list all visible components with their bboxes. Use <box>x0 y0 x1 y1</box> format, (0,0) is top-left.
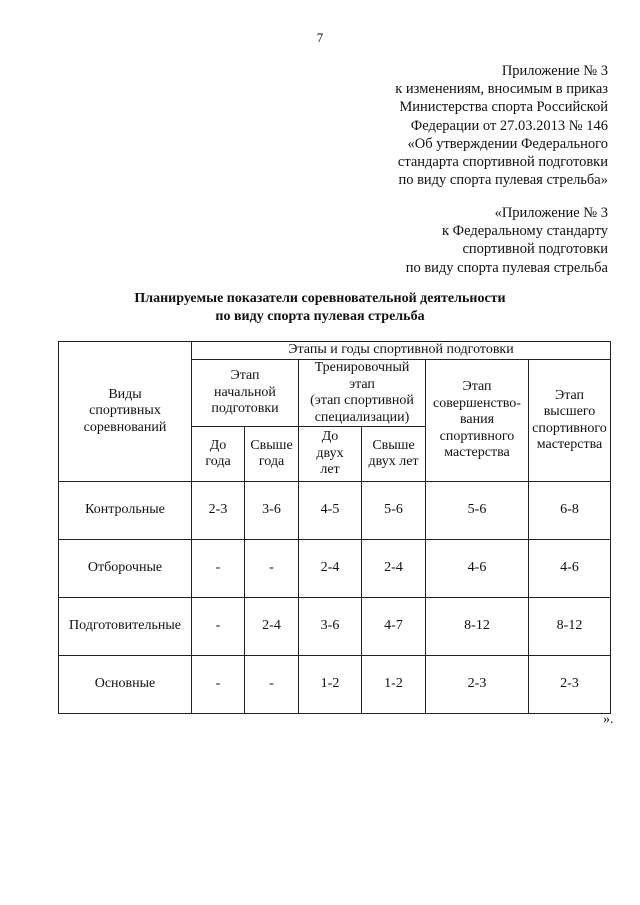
header-line: двух лет <box>368 454 419 469</box>
header-line: мастерства <box>444 445 510 461</box>
stages-group-header: Этапы и годы спортивной подготовки <box>192 342 611 360</box>
appendix-line: спортивной подготовки <box>462 241 608 258</box>
header-line: высшего <box>543 404 596 419</box>
title-line: по виду спорта пулевая стрельба <box>215 309 425 324</box>
appendix-line: Приложение № 3 <box>501 63 608 79</box>
header-line: Этап <box>462 379 492 395</box>
header-line: года <box>258 454 285 469</box>
table-cell: 6-8 <box>529 482 611 540</box>
table-cell: 4-7 <box>362 598 426 656</box>
header-line: Этап <box>554 387 585 403</box>
appendix-line: Министерства спорта Российской <box>399 99 608 116</box>
table-cell: 2-4 <box>299 540 362 598</box>
header-line: года <box>205 454 231 469</box>
table-cell: - <box>245 540 299 598</box>
appendix-line: к Федеральному стандарту <box>441 223 608 240</box>
header-line: Тренировочный <box>314 360 410 375</box>
table-cell: 4-5 <box>299 482 362 540</box>
appendix-line: Федерации от 27.03.2013 № 146 <box>410 117 608 134</box>
header-line: начальной <box>214 384 276 400</box>
header-line: мастерства <box>536 437 603 452</box>
header-line: двух <box>316 445 344 461</box>
table-cell: - <box>192 598 245 656</box>
table-cell: - <box>192 540 245 598</box>
page-number: 7 <box>316 30 324 45</box>
competition-indicators-table <box>58 341 611 714</box>
table-row <box>59 656 611 714</box>
table-row <box>59 482 611 540</box>
header-line: вания <box>459 412 495 428</box>
header-line: совершенство- <box>433 395 521 411</box>
appendix-header-standard <box>406 204 608 277</box>
table-cell: 1-2 <box>299 656 362 714</box>
document-title <box>0 290 640 326</box>
table-cell: 2-4 <box>245 598 299 656</box>
table-cell: 2-3 <box>529 656 611 714</box>
header-line: Свыше <box>372 437 415 453</box>
closing-quote-mark: ». <box>603 712 614 727</box>
header-line: спортивного <box>532 420 607 436</box>
training-over-two-years-header <box>362 427 426 482</box>
table-cell: 2-4 <box>362 540 426 598</box>
header-line: Свыше <box>250 437 293 453</box>
training-upto-two-years-header <box>299 427 362 482</box>
stage-training-header <box>299 360 426 427</box>
title-line: Планируемые показатели соревновательной деятельности <box>134 291 506 306</box>
header-line: спортивного <box>439 428 515 444</box>
table-cell: 5-6 <box>362 482 426 540</box>
stage-highest-header <box>529 360 611 482</box>
appendix-line: по виду спорта пулевая стрельба <box>405 259 608 276</box>
table-cell: 8-12 <box>529 598 611 656</box>
appendix-line: «Об утверждении Федерального <box>407 135 608 152</box>
header-line: спортивных <box>89 403 161 419</box>
appendix-line: стандарта спортивной подготовки <box>397 154 608 171</box>
competition-types-header <box>59 342 192 482</box>
header-line: Этап <box>230 368 260 384</box>
table-cell: 5-6 <box>426 482 529 540</box>
header-line: специализации) <box>314 409 410 425</box>
table-cell: 4-6 <box>529 540 611 598</box>
table-cell: - <box>245 656 299 714</box>
stage-improvement-header <box>426 360 529 482</box>
header-line: лет <box>320 462 340 478</box>
table-cell: 1-2 <box>362 656 426 714</box>
table-cell: 2-3 <box>426 656 529 714</box>
table-cell: - <box>192 656 245 714</box>
table-row <box>59 598 611 656</box>
table-row <box>59 540 611 598</box>
appendix-line: «Приложение № 3 <box>494 205 608 221</box>
header-line: Виды <box>108 386 142 402</box>
table-cell: 4-6 <box>426 540 529 598</box>
table-cell: 3-6 <box>299 598 362 656</box>
header-line: подготовки <box>211 401 279 417</box>
table-cell: 8-12 <box>426 598 529 656</box>
header-line: этап <box>349 376 375 392</box>
row-label: Основные <box>59 656 192 714</box>
stage-initial-header <box>192 360 299 427</box>
appendix-line: к изменениям, вносимым в приказ <box>395 81 608 98</box>
header-line: До <box>321 429 339 445</box>
row-label: Контрольные <box>59 482 192 540</box>
table-cell: 2-3 <box>192 482 245 540</box>
header-line: соревнований <box>83 419 167 435</box>
appendix-line: по виду спорта пулевая стрельба» <box>398 172 608 189</box>
appendix-header-main <box>395 62 608 189</box>
initial-over-year-header <box>245 427 299 482</box>
header-line: До <box>209 437 227 453</box>
table-cell: 3-6 <box>245 482 299 540</box>
initial-upto-year-header <box>192 427 245 482</box>
row-label: Подготовительные <box>59 598 192 656</box>
header-line: (этап спортивной <box>310 393 414 408</box>
row-label: Отборочные <box>59 540 192 598</box>
